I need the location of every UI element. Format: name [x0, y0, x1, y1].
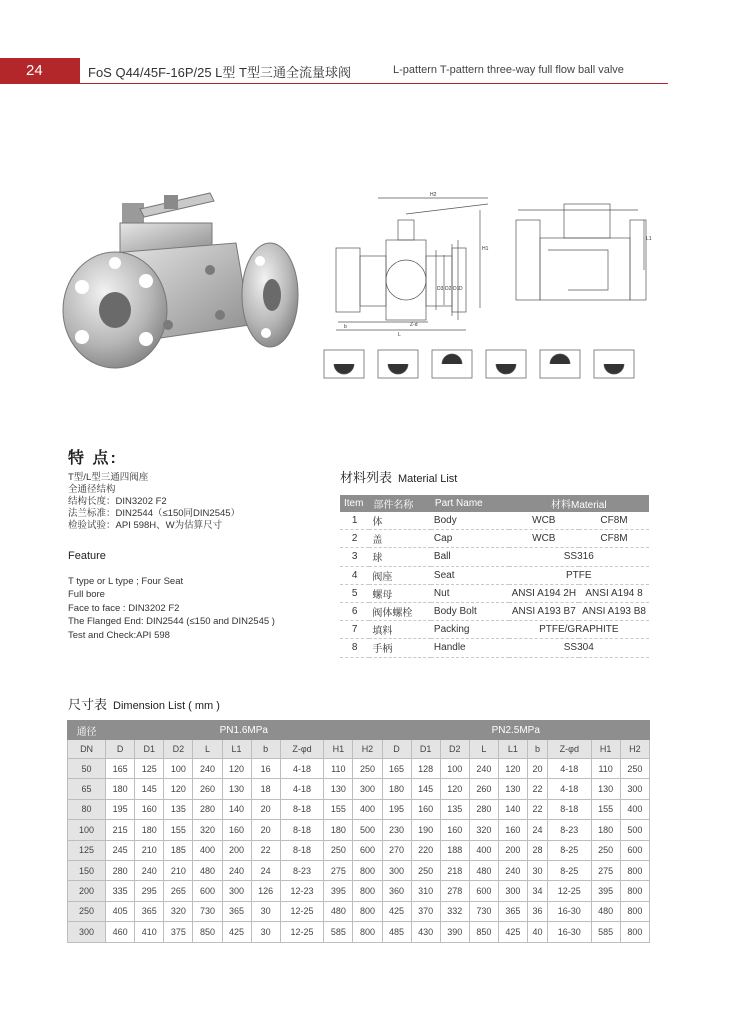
- dimension-cell: 275: [324, 860, 353, 880]
- drawing-label-d3: D3: [437, 286, 444, 292]
- dimension-cell: 215: [106, 820, 135, 840]
- dimension-dn-cell: 200: [68, 881, 106, 901]
- dimension-column-header: D1: [135, 740, 164, 759]
- technical-drawing: [318, 190, 660, 397]
- dimension-cell: 400: [469, 840, 498, 860]
- dimension-cell: 480: [591, 901, 620, 921]
- material-part-cn: 阀座: [369, 566, 431, 584]
- dimension-cell: 210: [164, 860, 193, 880]
- dimension-cell: 250: [591, 840, 620, 860]
- dimension-cell: 800: [620, 922, 649, 942]
- dimension-cell: 240: [498, 860, 527, 880]
- dimension-column-header: H1: [324, 740, 353, 759]
- drawing-label-l1: L1: [646, 236, 652, 242]
- dimension-cell: 332: [440, 901, 469, 921]
- dimension-cell: 195: [382, 799, 411, 819]
- drawing-label-d1: D1: [453, 286, 460, 292]
- dimension-cell: 585: [591, 922, 620, 942]
- material-part-cn: 螺母: [369, 584, 431, 602]
- drawing-label-zd: Z-d: [410, 322, 418, 328]
- dimension-cell: 160: [498, 820, 527, 840]
- dimension-row: [68, 799, 650, 819]
- dimension-cell: 460: [106, 922, 135, 942]
- material-col-material: 材料Material: [509, 495, 649, 512]
- dimension-cell: 200: [498, 840, 527, 860]
- dimension-cell: 120: [222, 759, 251, 779]
- material-value-stainless: CF8M: [579, 530, 649, 548]
- dimension-title-en: Dimension List: [113, 700, 186, 712]
- dimension-cell: 8-18: [280, 799, 324, 819]
- drawing-label-l: L: [398, 332, 401, 338]
- dimension-cell: 145: [135, 779, 164, 799]
- dimension-cell: 800: [620, 860, 649, 880]
- page-title: FoS Q44/45F-16P/25 L型 T型三通全流量球阀: [88, 65, 351, 80]
- material-header-row: [340, 495, 649, 512]
- dimension-cell: 195: [106, 799, 135, 819]
- dimension-cell: 36: [527, 901, 547, 921]
- dimension-column-header: L1: [222, 740, 251, 759]
- material-col-part: Part Name: [431, 495, 509, 512]
- dimension-cell: 135: [164, 799, 193, 819]
- material-list-title: [340, 467, 457, 486]
- dimension-cell: 585: [324, 922, 353, 942]
- material-value: SS304: [509, 639, 649, 657]
- feature-en-line: The Flanged End: DIN2544 (≤150 and DIN2545 ): [68, 616, 275, 628]
- dimension-column-header: D2: [440, 740, 469, 759]
- material-value-carbon: ANSI A194 2H: [509, 584, 579, 602]
- dimension-column-header: L1: [498, 740, 527, 759]
- feature-cn-line: 法兰标准：DIN2544（≤150同DIN2545）: [68, 508, 241, 519]
- dimension-column-header: L: [469, 740, 498, 759]
- material-col-item: Item: [340, 495, 369, 512]
- dimension-dn-cell: 80: [68, 799, 106, 819]
- drawing-label-d2: D2: [445, 286, 452, 292]
- dimension-table: [67, 720, 650, 943]
- material-part-name: Cap: [431, 530, 509, 548]
- material-part-cn: 球: [369, 548, 431, 566]
- dimension-cell: 110: [591, 759, 620, 779]
- material-row: [340, 512, 649, 530]
- dimension-cell: 250: [324, 840, 353, 860]
- features-heading-en: Feature: [68, 550, 106, 562]
- dimension-group-pn25: PN2.5MPa: [382, 721, 650, 740]
- dimension-cell: 395: [324, 881, 353, 901]
- material-part-cn: 盖: [369, 530, 431, 548]
- dimension-column-header: D: [382, 740, 411, 759]
- material-value: PTFE: [509, 566, 649, 584]
- dimension-dn-cell: 125: [68, 840, 106, 860]
- dimension-cell: 100: [440, 759, 469, 779]
- drawing-label-b: b: [344, 324, 347, 330]
- dimension-cell: 30: [251, 901, 280, 921]
- dimension-cell: 135: [440, 799, 469, 819]
- material-row: [340, 602, 649, 620]
- dimension-cell: 16-30: [547, 901, 591, 921]
- dimension-cell: 34: [527, 881, 547, 901]
- dimension-cell: 220: [411, 840, 440, 860]
- material-row: [340, 548, 649, 566]
- dimension-column-header: b: [251, 740, 280, 759]
- dimension-cell: 180: [135, 820, 164, 840]
- header-rule: [80, 83, 668, 84]
- dimension-cell: 370: [411, 901, 440, 921]
- material-title-cn: 材料列表: [340, 470, 393, 485]
- dimension-list-title: [68, 694, 220, 713]
- dimension-cell: 18: [251, 779, 280, 799]
- dimension-cell: 130: [324, 779, 353, 799]
- dimension-cell: 12-25: [280, 901, 324, 921]
- dimension-cell: 300: [353, 779, 382, 799]
- dimension-group-pn16: PN1.6MPa: [106, 721, 382, 740]
- dimension-cell: 12-25: [547, 881, 591, 901]
- dimension-column-header: L: [193, 740, 222, 759]
- dimension-cell: 730: [193, 901, 222, 921]
- material-item-number: 6: [340, 602, 369, 620]
- dimension-cell: 275: [591, 860, 620, 880]
- dimension-cell: 730: [469, 901, 498, 921]
- dimension-cell: 600: [353, 840, 382, 860]
- dimension-cell: 260: [469, 779, 498, 799]
- dimension-cell: 365: [498, 901, 527, 921]
- dimension-cell: 24: [527, 820, 547, 840]
- dimension-cell: 165: [106, 759, 135, 779]
- dimension-cell: 20: [251, 820, 280, 840]
- feature-cn-line: T型/L型三通四阀座: [68, 472, 149, 483]
- dimension-cell: 180: [106, 779, 135, 799]
- dimension-column-header: Z-φd: [547, 740, 591, 759]
- dimension-cell: 400: [353, 799, 382, 819]
- material-value: PTFE/GRAPHITE: [509, 621, 649, 639]
- material-value-carbon: WCB: [509, 512, 579, 530]
- dimension-cell: 278: [440, 881, 469, 901]
- material-value-stainless: ANSI A194 8: [579, 584, 649, 602]
- dimension-column-header: D1: [411, 740, 440, 759]
- dimension-cell: 320: [164, 901, 193, 921]
- material-part-cn: 体: [369, 512, 431, 530]
- dimension-cell: 800: [353, 881, 382, 901]
- material-value-carbon: WCB: [509, 530, 579, 548]
- dimension-cell: 8-25: [547, 860, 591, 880]
- dimension-cell: 200: [222, 840, 251, 860]
- material-row: [340, 530, 649, 548]
- dimension-cell: 375: [164, 922, 193, 942]
- dimension-dn-cell: 65: [68, 779, 106, 799]
- dimension-column-header: Z-φd: [280, 740, 324, 759]
- drawing-label-d: D: [459, 286, 463, 292]
- material-table: [340, 495, 649, 658]
- dimension-cell: 260: [193, 779, 222, 799]
- dimension-cell: 185: [164, 840, 193, 860]
- dimension-cell: 270: [382, 840, 411, 860]
- material-part-name: Body Bolt: [431, 602, 509, 620]
- dimension-group-row: [68, 721, 650, 740]
- material-item-number: 7: [340, 621, 369, 639]
- dimension-cell: 600: [193, 881, 222, 901]
- dimension-cell: 30: [527, 860, 547, 880]
- dimension-cell: 400: [193, 840, 222, 860]
- dimension-column-header: b: [527, 740, 547, 759]
- dimension-cell: 40: [527, 922, 547, 942]
- dimension-cell: 180: [591, 820, 620, 840]
- material-part-cn: 阀体螺栓: [369, 602, 431, 620]
- dimension-cell: 425: [222, 922, 251, 942]
- features-list-cn: [68, 472, 240, 532]
- material-part-name: Seat: [431, 566, 509, 584]
- valve-photo: [60, 175, 300, 400]
- dimension-cell: 8-18: [280, 820, 324, 840]
- dimension-cell: 100: [164, 759, 193, 779]
- dimension-cell: 240: [469, 759, 498, 779]
- feature-cn-line: 全通径结构: [68, 484, 116, 495]
- dimension-cell: 320: [469, 820, 498, 840]
- dimension-cell: 280: [469, 799, 498, 819]
- dimension-cell: 300: [382, 860, 411, 880]
- material-part-cn: 手柄: [369, 639, 431, 657]
- dimension-cell: 395: [591, 881, 620, 901]
- dimension-cell: 120: [498, 759, 527, 779]
- material-col-cn: 部件名称: [369, 495, 431, 512]
- dimension-cell: 160: [411, 799, 440, 819]
- dimension-cell: 120: [440, 779, 469, 799]
- dimension-cell: 8-25: [547, 840, 591, 860]
- material-item-number: 3: [340, 548, 369, 566]
- material-item-number: 8: [340, 639, 369, 657]
- dimension-cell: 390: [440, 922, 469, 942]
- material-value: SS316: [509, 548, 649, 566]
- material-part-name: Ball: [431, 548, 509, 566]
- dimension-cell: 480: [324, 901, 353, 921]
- dimension-cell: 160: [135, 799, 164, 819]
- dimension-cell: 365: [135, 901, 164, 921]
- dimension-row: [68, 901, 650, 921]
- dimension-cell: 140: [498, 799, 527, 819]
- dimension-cell: 280: [193, 799, 222, 819]
- drawing-label-h2: H2: [430, 192, 437, 198]
- dimension-cell: 425: [382, 901, 411, 921]
- material-part-name: Body: [431, 512, 509, 530]
- dimension-row: [68, 759, 650, 779]
- dimension-column-header: D2: [164, 740, 193, 759]
- dimension-cell: 425: [498, 922, 527, 942]
- dimension-cell: 310: [411, 881, 440, 901]
- dimension-cell: 8-18: [280, 840, 324, 860]
- dimension-cell: 300: [620, 779, 649, 799]
- dimension-table-body: [68, 721, 650, 943]
- material-row: [340, 584, 649, 602]
- dimension-cell: 8-23: [280, 860, 324, 880]
- page-subtitle: L-pattern T-pattern three-way full flow ball valve: [393, 64, 624, 76]
- dimension-title-unit: ( mm ): [188, 700, 220, 712]
- dimension-cell: 230: [382, 820, 411, 840]
- dimension-cell: 4-18: [280, 779, 324, 799]
- dimension-cell: 240: [222, 860, 251, 880]
- dimension-cell: 110: [324, 759, 353, 779]
- dimension-corner: 通径: [68, 721, 106, 740]
- dimension-cell: 265: [164, 881, 193, 901]
- dimension-cell: 4-18: [280, 759, 324, 779]
- dimension-cell: 280: [106, 860, 135, 880]
- dimension-cell: 405: [106, 901, 135, 921]
- dimension-cell: 180: [324, 820, 353, 840]
- dimension-cell: 8-23: [547, 820, 591, 840]
- dimension-cell: 140: [222, 799, 251, 819]
- dimension-cell: 250: [620, 759, 649, 779]
- feature-en-line: Test and Check:API 598: [68, 629, 170, 641]
- dimension-cell: 360: [382, 881, 411, 901]
- dimension-cell: 250: [411, 860, 440, 880]
- dimension-cell: 120: [164, 779, 193, 799]
- dimension-cell: 128: [411, 759, 440, 779]
- dimension-cell: 400: [620, 799, 649, 819]
- dimension-cell: 800: [620, 881, 649, 901]
- dimension-cell: 4-18: [547, 779, 591, 799]
- material-row: [340, 621, 649, 639]
- material-value-stainless: ANSI A193 B8: [579, 602, 649, 620]
- dimension-cell: 155: [164, 820, 193, 840]
- dimension-dn-cell: 300: [68, 922, 106, 942]
- drawing-label-h1: H1: [482, 246, 489, 252]
- material-part-cn: 填料: [369, 621, 431, 639]
- dimension-cell: 600: [469, 881, 498, 901]
- dimension-cell: 22: [527, 799, 547, 819]
- material-row: [340, 639, 649, 657]
- material-part-name: Packing: [431, 621, 509, 639]
- dimension-cell: 430: [411, 922, 440, 942]
- material-item-number: 4: [340, 566, 369, 584]
- dimension-cell: 165: [382, 759, 411, 779]
- dimension-cell: 410: [135, 922, 164, 942]
- dimension-row: [68, 860, 650, 880]
- dimension-cell: 125: [135, 759, 164, 779]
- dimension-cell: 500: [620, 820, 649, 840]
- dimension-cell: 190: [411, 820, 440, 840]
- dimension-row: [68, 922, 650, 942]
- dimension-cell: 210: [135, 840, 164, 860]
- dimension-cell: 24: [251, 860, 280, 880]
- dimension-column-header: D: [106, 740, 135, 759]
- dimension-cell: 126: [251, 881, 280, 901]
- dimension-cell: 22: [251, 840, 280, 860]
- dimension-cell: 28: [527, 840, 547, 860]
- features-heading-cn: 特 点:: [68, 450, 118, 467]
- dimension-cell: 295: [135, 881, 164, 901]
- page-number: 24: [0, 58, 80, 84]
- material-item-number: 5: [340, 584, 369, 602]
- dimension-cell: 16-30: [547, 922, 591, 942]
- feature-en-line: Face to face : DIN3202 F2: [68, 602, 180, 614]
- dimension-cell: 12-23: [280, 881, 324, 901]
- material-item-number: 2: [340, 530, 369, 548]
- dimension-cell: 130: [591, 779, 620, 799]
- dimension-cell: 188: [440, 840, 469, 860]
- dimension-column-header-row: [68, 740, 650, 759]
- dimension-cell: 300: [498, 881, 527, 901]
- dimension-column-header: H2: [620, 740, 649, 759]
- material-title-en: Material List: [398, 473, 458, 485]
- material-item-number: 1: [340, 512, 369, 530]
- material-table-body: [340, 512, 649, 657]
- material-part-name: Handle: [431, 639, 509, 657]
- dimension-cell: 8-18: [547, 799, 591, 819]
- feature-en-line: Full bore: [68, 589, 105, 601]
- dimension-column-header: H2: [353, 740, 382, 759]
- dimension-cell: 12-25: [280, 922, 324, 942]
- dimension-cell: 155: [591, 799, 620, 819]
- dimension-column-header: H1: [591, 740, 620, 759]
- dimension-cell: 155: [324, 799, 353, 819]
- dimension-cell: 145: [411, 779, 440, 799]
- dimension-cell: 500: [353, 820, 382, 840]
- dimension-row: [68, 840, 650, 860]
- dimension-dn-cell: 250: [68, 901, 106, 921]
- dimension-cell: 160: [222, 820, 251, 840]
- material-row: [340, 566, 649, 584]
- material-value-stainless: CF8M: [579, 512, 649, 530]
- feature-cn-line: 结构长度：DIN3202 F2: [68, 496, 167, 507]
- dimension-cell: 20: [527, 759, 547, 779]
- dimension-cell: 850: [469, 922, 498, 942]
- dimension-title-cn: 尺寸表: [68, 697, 108, 712]
- dimension-cell: 800: [353, 860, 382, 880]
- dimension-dn-cell: 150: [68, 860, 106, 880]
- dimension-cell: 180: [382, 779, 411, 799]
- dimension-cell: 22: [527, 779, 547, 799]
- dimension-row: [68, 881, 650, 901]
- dimension-column-header: DN: [68, 740, 106, 759]
- dimension-cell: 480: [469, 860, 498, 880]
- dimension-cell: 160: [440, 820, 469, 840]
- dimension-cell: 850: [193, 922, 222, 942]
- material-part-name: Nut: [431, 584, 509, 602]
- dimension-cell: 800: [353, 901, 382, 921]
- dimension-cell: 4-18: [547, 759, 591, 779]
- dimension-cell: 480: [193, 860, 222, 880]
- dimension-cell: 800: [353, 922, 382, 942]
- features-list-en: [68, 575, 275, 642]
- dimension-cell: 320: [193, 820, 222, 840]
- dimension-cell: 30: [251, 922, 280, 942]
- dimension-cell: 600: [620, 840, 649, 860]
- dimension-cell: 240: [135, 860, 164, 880]
- dimension-cell: 218: [440, 860, 469, 880]
- dimension-cell: 16: [251, 759, 280, 779]
- feature-cn-line: 检验试验：API 598H、W为估算尺寸: [68, 520, 223, 531]
- material-value-carbon: ANSI A193 B7: [509, 602, 579, 620]
- dimension-cell: 800: [620, 901, 649, 921]
- dimension-cell: 130: [498, 779, 527, 799]
- dimension-dn-cell: 100: [68, 820, 106, 840]
- dimension-cell: 245: [106, 840, 135, 860]
- dimension-row: [68, 779, 650, 799]
- dimension-cell: 20: [251, 799, 280, 819]
- dimension-cell: 250: [353, 759, 382, 779]
- dimension-cell: 130: [222, 779, 251, 799]
- dimension-cell: 335: [106, 881, 135, 901]
- dimension-cell: 300: [222, 881, 251, 901]
- feature-en-line: T type or L type ; Four Seat: [68, 576, 184, 587]
- dimension-cell: 240: [193, 759, 222, 779]
- dimension-row: [68, 820, 650, 840]
- dimension-dn-cell: 50: [68, 759, 106, 779]
- dimension-cell: 365: [222, 901, 251, 921]
- dimension-cell: 485: [382, 922, 411, 942]
